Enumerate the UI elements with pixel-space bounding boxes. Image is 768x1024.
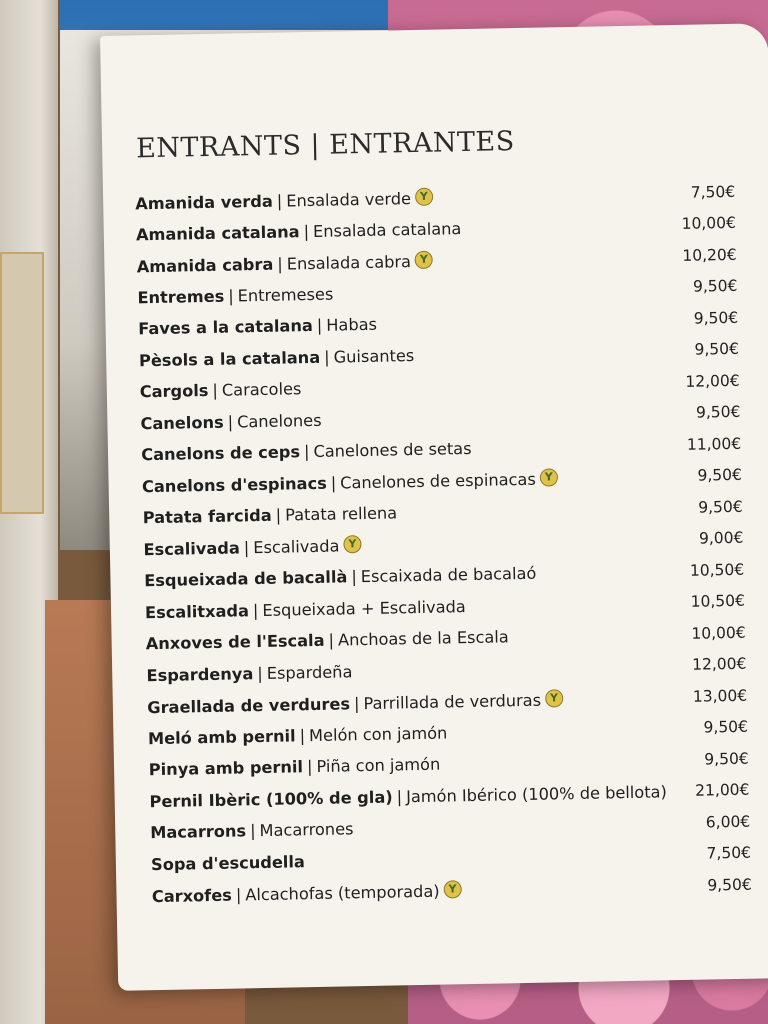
dish-price: 10,00€ xyxy=(681,214,737,234)
dish-name-catalan: Entremes xyxy=(137,286,225,308)
dish-name-spanish: Guisantes xyxy=(333,345,415,367)
dish-price: 9,50€ xyxy=(698,497,743,517)
dish-name-catalan: Amanida verda xyxy=(135,191,273,214)
dish-price: 11,00€ xyxy=(686,434,742,454)
dish-name-catalan: Macarrons xyxy=(150,821,247,843)
dish-separator: | xyxy=(277,254,283,274)
dish-name-spanish: Piña con jamón xyxy=(316,754,441,777)
dish-name-spanish: Caracoles xyxy=(221,379,302,400)
dish-name xyxy=(139,346,415,370)
vegetarian-icon xyxy=(415,187,433,205)
vegetarian-icon xyxy=(343,535,361,553)
dish-name-catalan: Pernil Ibèric (100% de gla) xyxy=(149,787,393,811)
dish-name xyxy=(146,662,352,685)
dish-name-catalan: Anxoves de l'Escala xyxy=(145,631,325,654)
dish-name-catalan: Esqueixada de bacallà xyxy=(144,567,348,591)
dish-name-spanish: Macarrones xyxy=(259,819,354,841)
dish-name xyxy=(151,852,305,874)
menu-list xyxy=(135,176,759,912)
dish-separator: | xyxy=(316,316,323,336)
dish-price: 21,00€ xyxy=(695,780,750,800)
left-page-card xyxy=(0,252,44,514)
dish-name-spanish: Habas xyxy=(326,314,378,335)
dish-price: 7,50€ xyxy=(706,843,752,863)
dish-name xyxy=(152,880,462,906)
dish-name xyxy=(136,219,462,244)
dish-name xyxy=(150,820,354,843)
dish-separator: | xyxy=(306,757,313,777)
dish-price: 9,50€ xyxy=(697,466,743,485)
dish-separator: | xyxy=(351,567,357,587)
dish-name-catalan: Pèsols a la catalana xyxy=(138,347,321,371)
dish-name xyxy=(137,284,333,307)
dish-separator: | xyxy=(353,693,360,713)
dish-name-spanish: Entremeses xyxy=(237,284,334,306)
menu-sheet xyxy=(100,23,768,991)
dish-price: 10,50€ xyxy=(689,560,745,580)
dish-separator: | xyxy=(227,412,234,432)
dish-separator: | xyxy=(328,630,335,650)
dish-name-catalan: Canelons xyxy=(140,412,224,434)
dish-name-catalan: Amanida catalana xyxy=(135,221,300,245)
dish-name xyxy=(138,315,377,339)
dish-name xyxy=(149,755,441,780)
dish-price: 10,20€ xyxy=(682,245,737,265)
dish-name xyxy=(148,723,448,748)
dish-name xyxy=(145,597,466,622)
dish-separator: | xyxy=(252,600,259,620)
dish-name-spanish: Ensalada verde xyxy=(286,188,412,211)
dish-name-spanish: Espardeña xyxy=(266,662,353,683)
dish-price: 12,00€ xyxy=(692,654,747,674)
dish-name-catalan: Sopa d'escudella xyxy=(150,851,306,874)
dish-name-spanish: Esqueixada + Escalivada xyxy=(262,596,466,620)
dish-separator: | xyxy=(396,787,403,807)
dish-name-spanish: Melón con jamón xyxy=(308,723,448,745)
dish-name-catalan: Carxofes xyxy=(151,885,233,906)
dish-price: 6,00€ xyxy=(705,812,751,832)
menu-title: ENTRANTS | ENTRANTES xyxy=(135,126,515,165)
dish-name-catalan: Patata farcida xyxy=(142,506,272,528)
dish-separator: | xyxy=(249,821,256,841)
dish-name xyxy=(142,469,558,497)
dish-name-spanish: Ensalada cabra xyxy=(286,251,412,274)
dish-name-spanish: Patata rellena xyxy=(284,503,398,525)
dish-name xyxy=(135,187,433,213)
dish-price: 9,50€ xyxy=(693,308,739,328)
dish-name-catalan: Faves a la catalana xyxy=(138,316,313,339)
dish-name-catalan: Escalivada xyxy=(143,538,240,560)
dish-name-catalan: Espardenya xyxy=(146,663,254,685)
dish-name-catalan: Graellada de verdures xyxy=(147,694,351,717)
dish-name-spanish: Canelones de setas xyxy=(313,439,472,462)
dish-price: 9,50€ xyxy=(704,749,749,769)
dish-name-spanish: Alcachofas (temporada) xyxy=(245,881,440,905)
dish-name xyxy=(143,504,398,528)
dish-name-catalan: Amanida cabra xyxy=(136,254,274,277)
dish-price: 9,50€ xyxy=(707,875,752,895)
dish-name xyxy=(141,439,472,464)
dish-separator: | xyxy=(276,191,283,211)
dish-price: 9,50€ xyxy=(694,340,740,359)
dish-separator: | xyxy=(212,381,219,401)
dish-name-catalan: Canelons de ceps xyxy=(141,442,301,465)
dish-separator: | xyxy=(323,347,330,367)
dish-name xyxy=(144,564,536,591)
dish-separator: | xyxy=(243,538,250,558)
dish-name-spanish: Jamón Ibérico (100% de bellota) xyxy=(405,782,667,807)
dish-name xyxy=(137,250,434,276)
dish-name xyxy=(140,411,321,433)
dish-name-spanish: Anchoas de la Escala xyxy=(337,627,509,650)
dish-separator: | xyxy=(330,473,337,493)
dish-name-spanish: Escaixada de bacalaó xyxy=(360,563,537,587)
dish-name-spanish: Parrillada de verduras xyxy=(363,690,542,713)
dish-name xyxy=(146,628,509,654)
dish-name-catalan: Pinya amb pernil xyxy=(148,757,304,780)
dish-separator: | xyxy=(257,663,263,683)
dish-separator: | xyxy=(299,725,306,746)
dish-name-catalan: Cargols xyxy=(139,381,209,402)
dish-name xyxy=(143,535,361,559)
dish-name xyxy=(140,379,302,401)
vegetarian-icon xyxy=(443,880,461,898)
dish-name xyxy=(149,782,667,811)
dish-name-catalan: Canelons d'espinacs xyxy=(141,473,327,497)
dish-separator: | xyxy=(235,885,242,905)
dish-price: 10,50€ xyxy=(690,591,746,612)
dish-name xyxy=(147,689,563,717)
dish-price: 7,50€ xyxy=(690,182,736,202)
dish-price: 12,00€ xyxy=(685,371,740,391)
vegetarian-icon xyxy=(545,689,563,707)
dish-name-catalan: Escalitxada xyxy=(144,600,250,622)
dish-price: 9,50€ xyxy=(703,717,749,737)
vegetarian-icon xyxy=(540,469,558,487)
dish-name-spanish: Ensalada catalana xyxy=(312,218,462,241)
dish-price: 9,50€ xyxy=(695,403,741,422)
dish-name-spanish: Canelones de espinacas xyxy=(340,469,536,493)
vegetarian-icon xyxy=(415,250,433,268)
dish-separator: | xyxy=(303,221,310,241)
dish-separator: | xyxy=(228,286,234,306)
dish-price: 9,00€ xyxy=(698,528,744,548)
dish-price: 13,00€ xyxy=(692,686,748,706)
dish-separator: | xyxy=(275,505,282,525)
dish-name-catalan: Meló amb pernil xyxy=(147,726,296,748)
dish-separator: | xyxy=(303,442,310,462)
dish-price: 9,50€ xyxy=(692,277,738,296)
dish-name-spanish: Canelones xyxy=(236,410,322,432)
dish-name-spanish: Escalivada xyxy=(253,536,340,558)
dish-price: 10,00€ xyxy=(691,623,746,643)
